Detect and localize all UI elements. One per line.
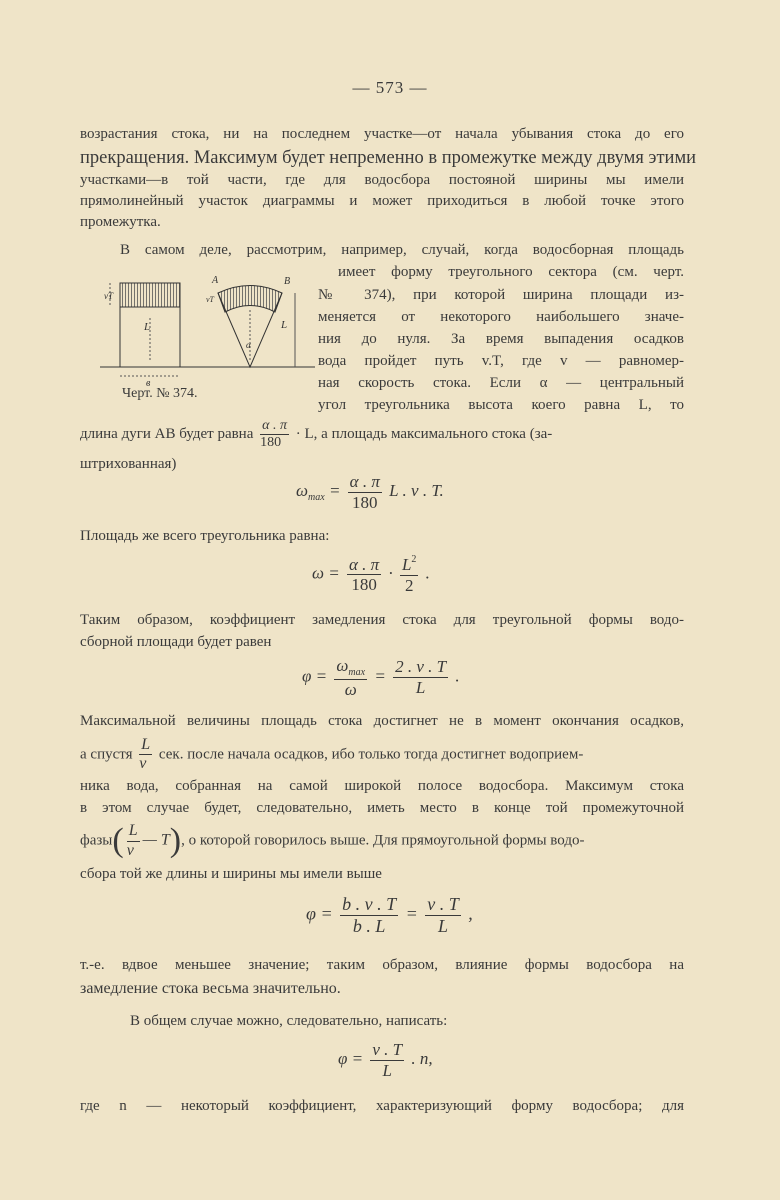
text-line: Максимальной величины площадь стока достигнет не в момент окончания осадков, [80,713,684,729]
fig-label: L [281,319,288,331]
symbol: φ [338,1048,348,1068]
numerator: α . π [349,472,380,491]
operator: = [315,666,328,686]
fraction [348,472,382,512]
numerator: L [139,736,152,755]
fraction [334,656,367,699]
numerator: ω [336,656,349,675]
text: сек. после начала осадков, ибо только тогда достигнет водоприем- [158,746,584,763]
fig-label: α [246,340,251,350]
fraction [425,894,461,936]
symbol: ω [312,563,325,583]
fig-label: A [212,275,219,286]
denominator: v [126,841,134,859]
figure-caption: Черт. № 374. [122,386,198,401]
text-line: ная скорость стока. Если α — центральный [318,375,684,391]
text-line: т.-е. вдвое меньшее значение; таким образом, влияние формы водосбора на [80,957,684,973]
fraction [139,736,152,774]
fraction [127,822,140,860]
text-line: прямолинейный участок диаграммы и может приходиться в любой точке этого [80,193,684,209]
numerator: α . π [260,418,289,435]
text-line: меняется от некоторого наибольшего значе- [318,309,684,325]
text-line: участками—в той части, где для водосбора постояной ширины мы имели [80,172,684,188]
arc-text-post: · L, а площадь максимального стока (за- [295,426,553,443]
text-line: № 374), при которой ширина площади из- [318,287,684,303]
paren: ( [112,822,124,859]
text: а спустя [80,746,133,763]
fraction [393,657,448,697]
fig-label: в [146,378,151,389]
numerator: v . T [372,1040,403,1059]
text-line: вода пройдет путь v.T, где v — равномер- [318,353,684,369]
formula-omega-max [296,472,444,512]
term: — T [142,831,170,849]
denominator: L [415,678,426,698]
denominator: L [438,915,449,936]
fig-label: L [144,321,151,333]
text-line: В общем случае можно, следовательно, написать: [130,1013,448,1029]
operator: . [455,666,460,686]
formula-phi-rectangle [306,894,473,936]
numerator: 2 . v . T [395,657,447,677]
formula-general [338,1040,433,1080]
text-line: где n — некоторый коэффициент, характеризующий форму водосбора; для [80,1098,684,1114]
text-line: сборной площади будет равен [80,634,272,650]
numerator: α . π [349,554,380,574]
fig-label: vT [206,295,214,304]
operator: , [468,903,473,924]
text-line: в этом случае будет, следовательно, иметь место в конце той промежуточной [80,800,684,816]
numerator: L [401,555,412,574]
text-line: угол треугольника высота коего равна L, то [318,397,684,413]
text-line: промежутка. [80,214,161,230]
arc-length-line [80,418,684,451]
denominator: 180 [260,435,282,451]
denominator: ω [344,679,357,699]
arc-text-pre: длина дуги AB будет равна [80,426,254,443]
text-line: штрихованная) [80,456,177,472]
fig-label: B [284,276,291,287]
spustya-line [80,736,684,774]
hatched-band [120,283,180,307]
fraction [340,894,398,936]
text-line: ника вода, собранная на самой широкой полосе водосбора. Максимум стока [80,778,684,794]
operator: = [405,903,418,924]
denominator: b . L [352,915,386,936]
symbol: ω [296,480,309,500]
operator: = [320,903,333,924]
subscript: max [308,491,325,503]
term: . n, [411,1048,433,1068]
text-line: прекращения. Максимум будет непременно в промежутке между двумя этими [80,148,697,168]
operator: = [351,1048,364,1068]
text: , о которой говорилось выше. Для прямоугольной формы водо- [181,832,585,849]
text-line: ния до нуля. За время выпадения осадков [318,331,684,347]
denominator: L [382,1060,392,1080]
numerator: L [127,822,140,841]
figure-374-diagram [100,266,315,401]
term: L . v . T. [389,480,444,500]
denominator: 180 [352,492,378,512]
subscript: max [348,667,366,678]
fazy-line [80,822,684,860]
operator: = [328,563,340,583]
operator: . [425,563,430,583]
fraction: $\frac{L^2}{2}$ [401,554,417,595]
formula-omega [312,554,430,595]
fig-label: vT [104,291,113,301]
text-line: сбора той же длины и ширины мы имели выше [80,866,382,882]
denominator: 2 [404,575,414,595]
fraction [347,555,381,595]
operator: · [388,563,393,583]
text-line: имеет форму треугольного сектора (см. черт. [338,264,684,280]
page-number: — 573 — [352,78,428,97]
text-line: В самом деле, рассмотрим, например, случай, когда водосборная площадь [120,242,684,258]
text-line: замедление стока весьма значительно. [80,980,341,997]
numerator: v . T [427,894,459,914]
text-line: возрастания стока, ни на последнем участке—от начала убывания стока до его [80,126,684,142]
denominator: 180 [351,575,377,595]
numerator: b . v . T [342,894,397,914]
symbol: φ [302,666,312,686]
operator: = [328,480,341,500]
denominator: v [139,755,147,773]
text: фазы [80,832,113,849]
formula-phi-triangle [302,656,460,699]
hatched-sector-band [218,286,282,313]
paren: ) [169,822,182,859]
text-line: Таким образом, коэффициент замедления стока для треугольной формы водо- [80,612,684,628]
fraction [370,1040,404,1080]
text-line: Площадь же всего треугольника равна: [80,528,330,544]
operator: = [374,666,386,686]
symbol: φ [306,903,316,924]
fraction [260,418,289,451]
